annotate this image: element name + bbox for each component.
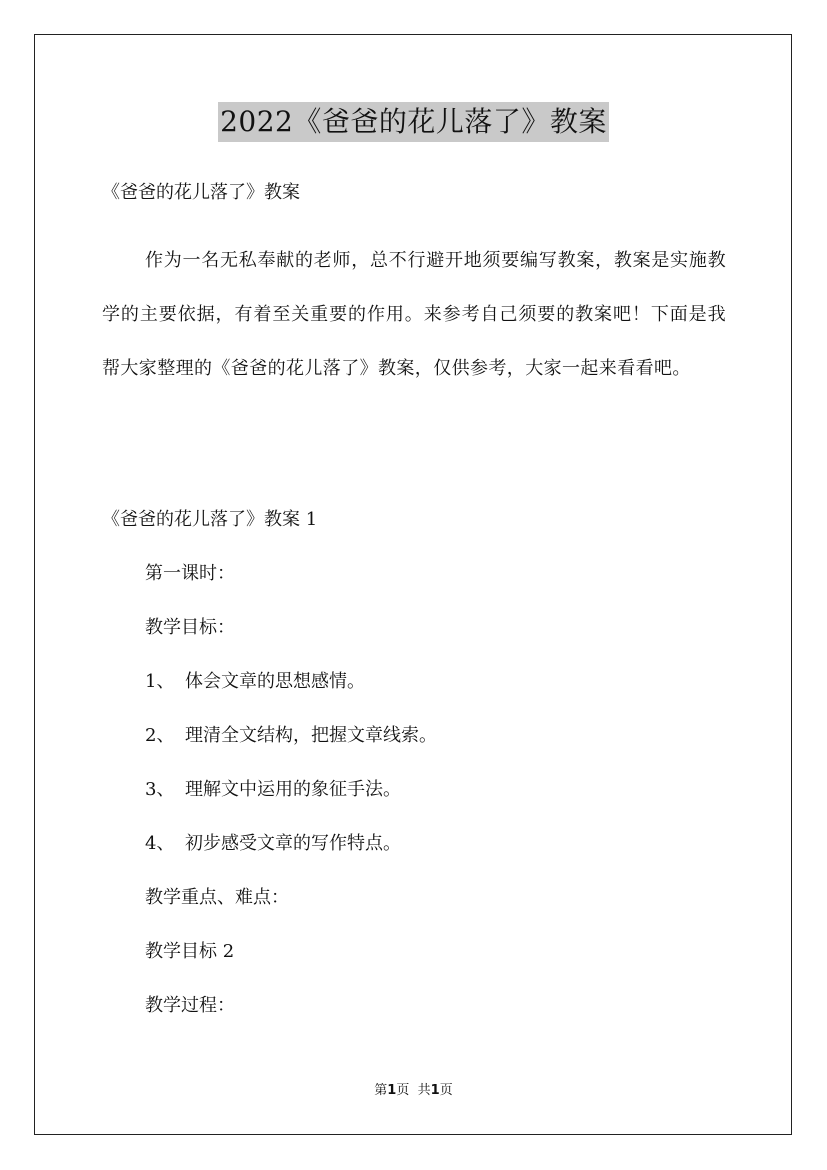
list-text: 初步感受文章的写作特点。 <box>185 833 401 854</box>
page-number: 1 <box>387 1083 397 1098</box>
document-subtitle: 《爸爸的花儿落了》教案 <box>102 182 300 203</box>
lesson-label: 第一课时： <box>145 563 235 584</box>
goals-label: 教学目标： <box>145 617 235 638</box>
document-title: 2022《爸爸的花儿落了》教案 <box>218 102 609 142</box>
list-number: 2、 <box>145 725 175 746</box>
section-heading: 《爸爸的花儿落了》教案 1 <box>102 509 318 530</box>
list-number: 4、 <box>145 833 175 854</box>
total-pages: 1 <box>430 1083 440 1098</box>
intro-paragraph: 作为一名无私奉献的老师，总不行避开地须要编写教案，教案是实施教学的主要依据，有着至关重要的作用。来参考自己须要的教案吧！下面是我帮大家整理的《爸爸的花儿落了》教案，仅供参考，大家一起来看看吧。 <box>102 250 726 379</box>
list-number: 1、 <box>145 671 175 692</box>
page-prefix: 第 <box>374 1083 388 1098</box>
list-item <box>145 670 365 694</box>
page-suffix: 页 <box>396 1083 410 1098</box>
list-item <box>145 778 401 802</box>
list-text: 理解文中运用的象征手法。 <box>185 779 401 800</box>
list-text: 理清全文结构，把握文章线索。 <box>185 725 437 746</box>
process-label: 教学过程： <box>145 995 235 1016</box>
list-text: 体会文章的思想感情。 <box>185 671 365 692</box>
goals2-label: 教学目标 2 <box>145 941 235 962</box>
page-footer <box>0 1082 827 1100</box>
title-container <box>0 102 827 142</box>
total-prefix: 共 <box>417 1083 431 1098</box>
list-number: 3、 <box>145 779 175 800</box>
key-points-label: 教学重点、难点： <box>145 887 289 908</box>
list-item <box>145 832 401 856</box>
list-item <box>145 724 437 748</box>
total-suffix: 页 <box>439 1083 453 1098</box>
